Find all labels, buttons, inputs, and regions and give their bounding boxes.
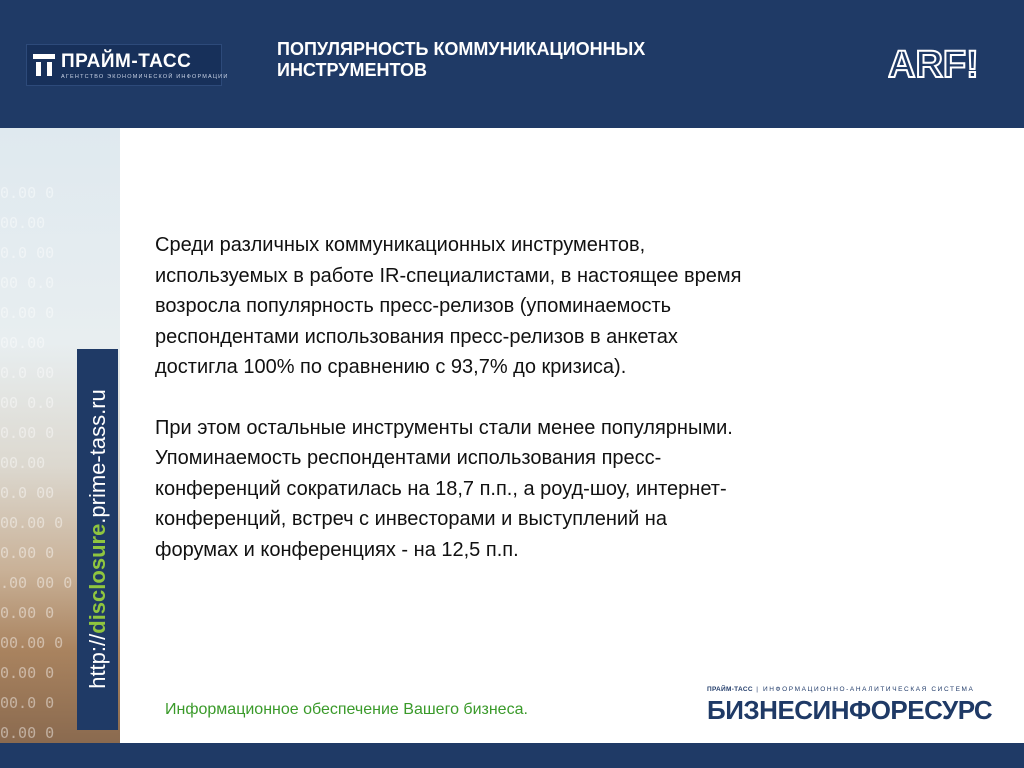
header-bar <box>0 0 1024 128</box>
content-text <box>155 230 935 565</box>
paragraph-1-line: достигла 100% по сравнению с 93,7% до кризиса). <box>155 356 627 378</box>
paragraph-2-line: конференций сократилась на 18,7 п.п., а роуд-шоу, интернет- <box>155 477 727 500</box>
paragraph-2 <box>155 413 935 566</box>
brand-top-right: ИНФОРМАЦИОННО-АНАЛИТИЧЕСКАЯ СИСТЕМА <box>762 686 975 693</box>
brand-main: БИЗНЕСИНФОРЕСУРС <box>707 695 993 725</box>
svg-text:00 0.0: 00 0.0 <box>0 274 55 292</box>
svg-text:00.00 0: 00.00 0 <box>0 514 64 532</box>
svg-text:0.0 00: 0.0 00 <box>0 364 55 382</box>
svg-text:00.0 0: 00.0 0 <box>0 694 55 712</box>
svg-text:00.00: 00.00 <box>0 334 46 352</box>
svg-text:0.00 0: 0.00 0 <box>0 724 55 742</box>
arf-logo-icon <box>888 46 992 82</box>
paragraph-2-line: Упоминаемость респондентами использования пресс- <box>155 447 662 469</box>
prime-tass-logo-subtitle: АГЕНТСТВО ЭКОНОМИЧЕСКОЙ ИНФОРМАЦИИ <box>61 74 229 80</box>
svg-text:00.00: 00.00 <box>0 454 46 472</box>
paragraph-2-line: форумах и конференциях - на 12,5 п.п. <box>155 538 519 561</box>
svg-text:00.00: 00.00 <box>0 214 46 232</box>
biznes-info-resurs-logo-top: ПРАЙМ-ТАСС | ИНФОРМАЦИОННО-АНАЛИТИЧЕСКАЯ СИСТЕМА <box>707 686 975 693</box>
svg-text:0.00 0: 0.00 0 <box>0 544 55 562</box>
svg-text:0.00 0: 0.00 0 <box>0 664 55 682</box>
svg-text:00.00 0: 00.00 0 <box>0 634 64 652</box>
bottom-bar <box>0 743 1024 768</box>
svg-text:0.00 0: 0.00 0 <box>0 304 55 322</box>
paragraph-2-line: конференций, встреч с инвесторами и выступлений на <box>155 508 667 530</box>
svg-text:00 0.0: 00 0.0 <box>0 394 55 412</box>
paragraph-2-line: При этом остальные инструменты стали менее популярными. <box>155 416 733 439</box>
svg-text:0.0 00: 0.0 00 <box>0 244 55 262</box>
brand-top-left: ПРАЙМ-ТАСС <box>707 686 753 693</box>
paragraph-1-line: используемых в работе IR-специалистами, в настоящее время <box>155 264 742 287</box>
svg-text:.00 00 0: .00 00 0 <box>0 574 73 592</box>
paragraph-1-line: респондентами использования пресс-релизов в анкетах <box>155 325 678 348</box>
prime-tass-logo-icon <box>33 54 55 76</box>
prime-tass-logo-name: ПРАЙМ-ТАСС <box>61 51 192 72</box>
svg-text:0.0 00: 0.0 00 <box>0 484 55 502</box>
prime-tass-logo <box>26 44 229 86</box>
svg-text:0.00 0: 0.00 0 <box>0 604 55 622</box>
arf-logo-text: ARF! <box>888 46 979 82</box>
footer-tagline: Информационное обеспечение Вашего бизнеса. <box>165 701 528 718</box>
slide-title-line-1: ПОПУЛЯРНОСТЬ КОММУНИКАЦИОННЫХ <box>277 39 646 59</box>
svg-text:0.00 0: 0.00 0 <box>0 184 55 202</box>
biznes-info-resurs-logo-icon <box>707 686 997 726</box>
paragraph-1 <box>155 230 935 383</box>
url-suffix: .prime-tass.ru <box>85 389 110 524</box>
disclosure-url[interactable] <box>85 389 111 689</box>
paragraph-1-line: Среди различных коммуникационных инструментов, <box>155 234 646 256</box>
paragraph-1-line: возросла популярность пресс-релизов (упоминаемость <box>155 295 672 317</box>
slide-title <box>277 39 797 81</box>
svg-text:0.00 0: 0.00 0 <box>0 424 55 442</box>
url-prefix: http:// <box>85 633 110 689</box>
slide-title-line-2: ИНСТРУМЕНТОВ <box>277 60 427 80</box>
sidebar-decoration <box>0 128 120 743</box>
url-highlight: disclosure <box>85 523 110 634</box>
